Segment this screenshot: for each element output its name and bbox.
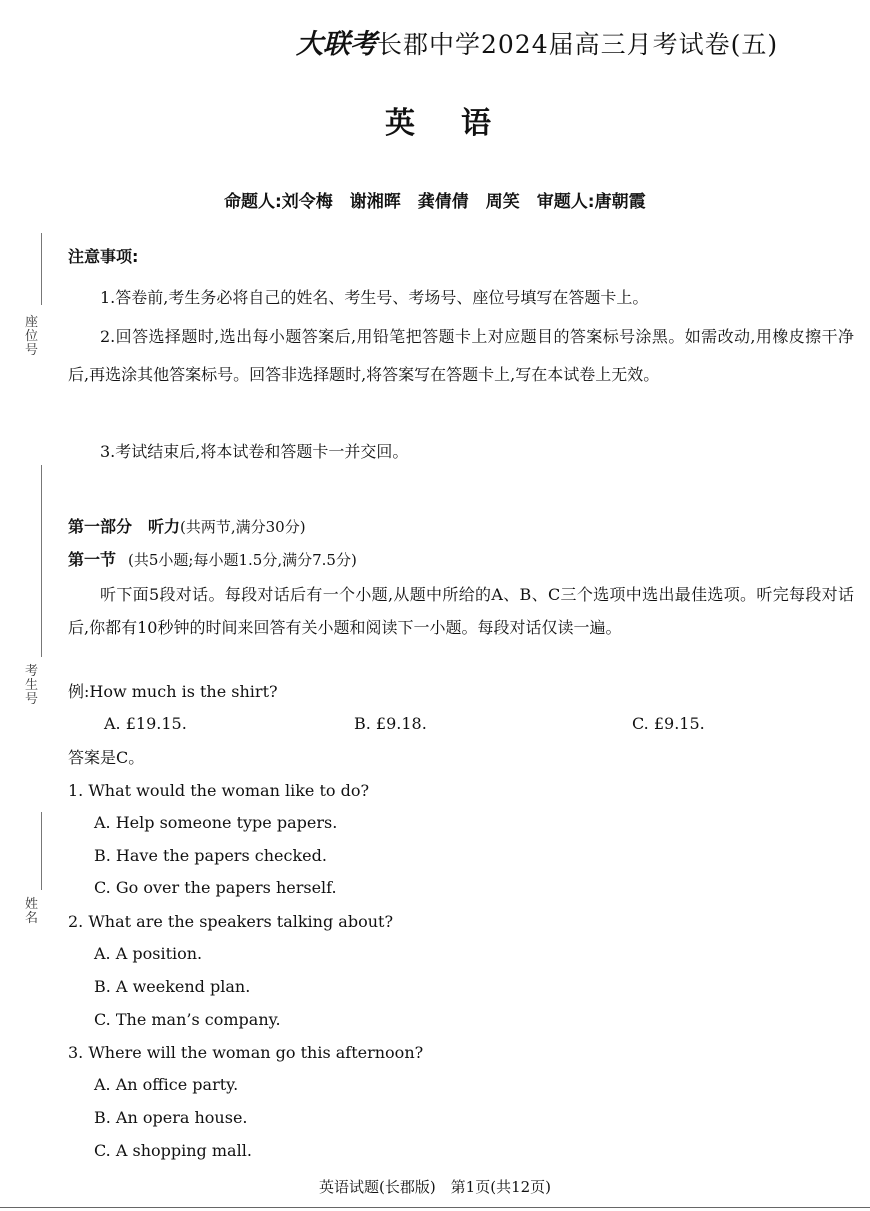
page-footer: 英语试题(长郡版) 第1页(共12页) [318,1178,552,1196]
question-3-option-c: C. A shopping mall. [94,1141,252,1160]
question-2-option-b: B. A weekend plan. [94,977,251,996]
section1-title: 第一节 [68,550,117,569]
note-item-2: 2.回答选择题时,选出每小题答案后,用铅笔把答题卡上对应题目的答案标号涂黑。如需改动,用橡皮擦干净后,再选涂其他答案标号。回答非选择题时,将答案写在答题卡上,写在本试卷上无效。 [68,327,854,384]
question-1-option-a: A. Help someone type papers. [94,813,338,832]
question-2-option-c: C. The man’s company. [94,1010,281,1029]
question-1-option-c: C. Go over the papers herself. [94,878,337,897]
seat-line [41,233,42,305]
note-item-3: 3.考试结束后,将本试卷和答题卡一并交回。 [100,442,409,461]
footer-rule [0,1207,870,1208]
example-option-b: B. £9.18. [354,714,427,733]
authors-line: 命题人:刘令梅 谢湘晖 龚倩倩 周笑 审题人:唐朝霞 [224,192,646,212]
note-item-1: 1.答卷前,考生务必将自己的姓名、考生号、考场号、座位号填写在答题卡上。 [100,288,649,307]
exam-title [296,22,778,61]
part1-title: 第一部分 听力 [68,517,181,536]
question-2: 2. What are the speakers talking about? [68,912,394,931]
name-line [41,812,42,890]
part1-note: (共两节,满分30分) [180,518,306,536]
example-option-c: C. £9.15. [632,714,705,733]
section1-note: (共5小题;每小题1.5分,满分7.5分) [128,551,357,569]
example-option-a: A. £19.15. [104,714,187,733]
listening-instructions: 听下面5段对话。每段对话后有一个小题,从题中所给的A、B、C三个选项中选出最佳选项。听完每段对话后,你都有10秒钟的时间来回答有关小题和阅读下一小题。每段对话仅读一遍。 [68,585,854,637]
example-question: 例:How much is the shirt? [68,682,278,701]
question-3: 3. Where will the woman go this afternoon? [68,1043,424,1062]
example-answer: 答案是C。 [68,748,145,767]
question-1-option-b: B. Have the papers checked. [94,846,327,865]
question-3-option-b: B. An opera house. [94,1108,248,1127]
question-1: 1. What would the woman like to do? [68,781,370,800]
exam-no-label: 考生号 [25,664,39,707]
section1-heading [68,549,357,571]
exam-no-line [41,465,42,657]
exam-title-text: 长郡中学2024届高三月考试卷(五) [377,30,779,59]
part1-heading [68,516,306,538]
subject-title: 英语 [385,106,537,141]
question-3-option-a: A. An office party. [94,1075,239,1094]
seat-label: 座位号 [25,315,39,358]
brand-logo: 大联考 [296,29,377,60]
question-2-option-a: A. A position. [94,944,203,963]
notes-heading: 注意事项: [68,247,139,266]
name-label: 姓名 [25,897,39,926]
